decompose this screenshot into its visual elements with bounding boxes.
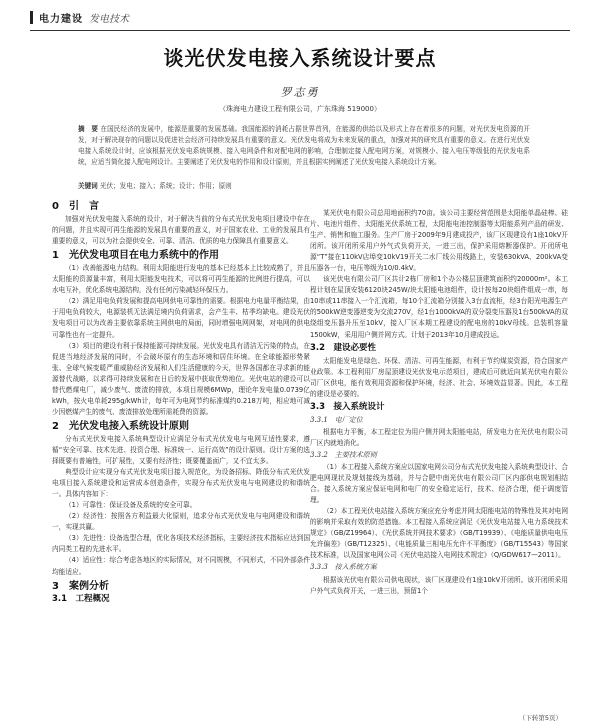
paragraph: 加强对光伏发电接入系统的设计，对于解决当前的分布式光伏发电项目建设中存在的问题，并且实现可再生能源的发展具有重要的意义，对于国家农业、工业的发展具有重要的意义，可以为社会提供安全、可靠、清洁、优质的电力保障具有重要意义。 [52,215,310,246]
heading-section-3-3-3: 3.3.3 接入系统方案 [310,563,377,572]
abstract [78,124,530,168]
paragraph: （3）先进性：设备选型合理，优化各项技术经济指标，主要经济技术指标应达到国内同类工程的先进水平。 [52,534,311,554]
paragraph: （2）本工程光伏电站接入系统方案应充分考虑并网太阳能电站的特殊性及其对电网的影响并采取有效的防范措施。本工程接入系统应满足《光伏发电站接入电力系统技术规定》（GB/Z19964）、《光伏系统并网技术要求》（GB/T19939）、《电能质量供电电压允许偏差》（GB/T12325）、《电能质量三相电压允许不平衡度》（GB/T15543）等国家技术标准，以及国家电网公司《光伏电站接入电网技术规定》（Q/GDW617—2011）。 [310,507,569,560]
heading-section-3: 3 案例分析 [52,580,109,592]
paragraph: （1）改善能源电力结构。利用太阳能进行发电的基本已经基本上比较成熟了，并且太阳能的资源量丰富，利用太阳能发电技术，可以将可再生能源的比例进行提高，可以水电互补，优化系统电源结构，没有任何污染减轻环保压力。 [52,264,311,295]
keywords [78,180,530,190]
paragraph: 分布式光伏发电接入系统典型设计应满足分布式光伏发电与电网互适性要求，遵循“安全可靠、技术先进、投资合理、标准统一、运行高效”的设计原则。设计方案的选择既要有普遍性，可扩展性，又要有经济性；既要覆盖面广，又不宜太多。 [52,434,310,466]
keywords-text: 光伏；发电；接入；系统；设计；作用；原则 [99,182,232,190]
paragraph: （1）本工程接入系统方案应以国家电网公司分布式光伏发电接入系统典型设计、合肥电网现状及规划接线为基础，并与合肥中南光伏电有限公司厂区内部供电规划相结合。接入系统方案应保证电网和电厂的安全稳定运行，技术、经济合理，便于调度管理。 [310,463,569,505]
right-column [310,208,568,597]
continued-note: （下转第5页） [518,714,562,722]
paragraph: 某光伏电有限公司总用地面积约70亩。该公司主要经营范围是太阳能单晶硅棒、硅片、电池片组件、太阳能光伏系统工程，太阳能电池控制器等太阳能系列产品的研发、生产、销售和施工服务。生产厂房于2009年9月建成投产，该厂区现建设有1座10kV开闭所。该开闭所采用户外气式负荷开关，一进三出，保护采用熔断器保护。开闭所电源“T”接在110kV店埠变10kV19开关二水厂线公用线路上，安装630kVA、200kVA变压器各一台，电压等级为10/0.4kV。 [310,209,568,273]
author-affiliation: （珠海电力建设工程有限公司，广东珠海 519000） [219,105,381,113]
heading-section-1: 1 光伏发电项目在电力系统中的作用 [52,250,219,262]
paragraph: （2）经济性：按照各方利益最大化原则，追求分布式光伏发电与电网建设和谐统一，实现共赢。 [52,512,310,532]
abstract-label: 摘 要 [78,125,99,133]
header-bar [30,11,33,24]
keywords-label: 关键词 [78,182,98,190]
heading-section-3-3-1: 3.3.1 电厂定位 [310,415,363,424]
paragraph: （2）满足用电负荷发展和提高电网供电可靠性的需要。根据电力电量平衡结果，由于用电负荷较大，电源装机无法满足境内负荷需求，会产生丰、枯季均缺电。建设光伏发电项目可以为改善主要依靠系统主网供电的局面，同时增强电网网架，对电网的供电可靠性也有一定提升。 [52,297,311,339]
heading-section-3-1: 3.1 工程概况 [52,593,110,604]
section-name: 发电技术 [89,14,129,25]
paragraph: （3）项目的建设有利于保持能源可持续发展。光伏发电具有清洁无污染的特点，在促进当地经济发展的同时，不会破坏原有的生态环境和居住环境。在全球能源形势紧张、全球气候变暖严重威胁经济发展和人们生活健康的今天，世界各国都在寻求新的能源替代战略，以求得可持续发展和在日后的发展中获取优势地位。光伏电站的建设可以替代燃煤电厂，减少废气、废渣的排放，本项目规模6MWp，理论年发电量0.0739亿kWh，按火电单耗295g/kWh计，每年可为电网节约标准煤约0.218万吨，相应地可减少因燃煤产生的废气、废渣排放处理所需耗费的资源。 [52,341,311,416]
paragraph: 该光伏电有限公司厂区共计2栋厂房和1个办公楼层顶建筑面积约20000m²。本工程计划在屋顶安装6120块245W/块太阳能电池组件，设计按每20块组件组成一串，每10串或11串接入一个汇流箱，每10个汇流箱分别接入3台直流柜，经3台阳光电源生产的500kW逆变器逆变为交流270V，经1台1000kVA的双分裂变压器及1台500kVA的双绕组变压器升压至10kV，接入厂区本期工程建设的配电房的10kV母线。总装机容量1500kW，采用用户侧并网方式。计划于2013年10月建成投运。 [310,275,568,339]
paragraph: （1）可靠性：保证设备及系统的安全可靠。 [65,501,197,510]
paragraph: 典型设计应实现分布式光伏发电项目接入规范化，为设备招标、降低分布式光伏发电项目接入系统建设和运营成本创造条件，实现分布式光伏发电与电网建设的和谐统一。具体内容如下： [52,468,310,499]
heading-section-3-3: 3.3 接入系统设计 [310,401,385,412]
heading-section-3-2: 3.2 建设必要性 [310,342,377,353]
article-title: 谈光伏发电接入系统设计要点 [163,46,437,70]
left-column [52,198,310,607]
paragraph: （4）适应性：综合考虑各地区的实际情况，对不同规模，不同形式，不同外部条件均能适应。 [52,556,311,576]
paragraph: 根据电力平衡，本工程定位为用户侧并网太阳能电站，所发电力在光伏电有限公司厂区内就地消化。 [310,427,568,447]
paragraph: 太阳能发电是绿色、环保、清洁、可再生能源，有利于节约煤炭资源，符合国家产业政策。本工程利用厂房屋顶建设光伏发电示范项目，建成后可就近向某光伏电有限公司厂区供电，能有效利用资源和保护环境，经济、社会、环境效益显著。因此，本工程的建设是必要的。 [310,356,568,398]
journal-name: 电力建设 [39,14,83,25]
heading-introduction: 0 引 言 [52,201,99,212]
author-name: 罗志勇 [280,86,320,99]
abstract-text: 在国民经济的发展中，能源是重要的发展基础。我国能源的消耗占据世界首列，在能源的供给以及形式上存在着很多的问题，对光伏发电资源的开发，对于解决现存的问题以及促进社会经济可持续发展具有重要的意义。光伏发电将成为未来发展的重点，加强对其的研究具有重要的意义。在进行光伏发电接入系统设计时，应该根据光伏发电系统规模、接入电网条件和对配电网的影响，合理制定接入配电网方案，对规模小、接入电压等级低的光伏发电系统，应适当简化接入配电网设计。主要阐述了光伏发电的作用和设计原则，并且根据实例阐述了光伏发电接入系统设计方案。 [78,125,530,166]
paragraph: 根据该光伏电有限公司供电现状，该厂区现建设有1座10kV开闭所。该开闭所采用户外气式负荷开关，一进三出，预留1个 [310,575,568,595]
running-header [30,10,129,25]
heading-section-3-3-2: 3.3.2 主要技术原则 [310,450,377,459]
header-divider [30,30,570,31]
heading-section-2: 2 光伏发电接入系统设计原则 [52,420,189,432]
